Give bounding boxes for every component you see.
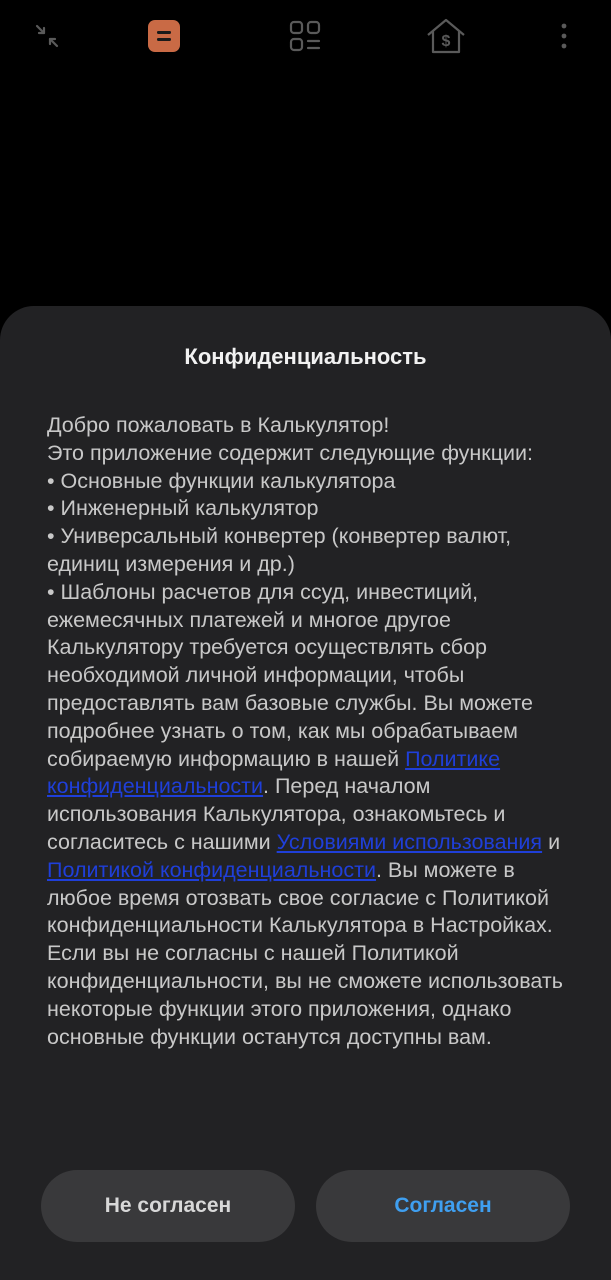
collapse-icon bbox=[34, 23, 60, 49]
features-intro: Это приложение содержит следующие функции: bbox=[47, 440, 534, 465]
accept-button[interactable]: Согласен bbox=[316, 1170, 570, 1242]
top-toolbar bbox=[0, 0, 611, 72]
terms-of-use-link[interactable]: Условиями использования bbox=[276, 829, 543, 854]
widgets-button[interactable] bbox=[283, 14, 327, 58]
feature-item: • Основные функции калькулятора bbox=[47, 468, 396, 493]
consent-text-1: Калькулятору требуется осуществлять сбор необходимой личной информации, чтобы предоставлять вам базовые службы. Вы можете подробнее узнать о том, как мы обрабатываем собираемую информацию в нашей bbox=[47, 635, 533, 771]
privacy-policy-link[interactable]: Политике конфиденциальности bbox=[47, 746, 501, 799]
svg-text:$: $ bbox=[441, 33, 451, 50]
calculator-icon bbox=[147, 19, 181, 53]
collapse-button[interactable] bbox=[25, 14, 69, 58]
privacy-policy-link-2[interactable]: Политикой конфиденциальности bbox=[47, 857, 376, 882]
consent-text-4: . Вы можете в любое время отозвать свое согласие с Политикой конфиденциальности Калькулятора в Настройках. Если вы не согласны с нашей Политикой конфиденциальности, вы не сможете использовать некоторые функции этого приложения, однако основные функции останутся доступны вам. bbox=[47, 857, 563, 1049]
more-options-icon bbox=[560, 23, 568, 49]
consent-text-3: и bbox=[542, 829, 561, 854]
privacy-dialog bbox=[0, 306, 611, 1280]
dialog-title: Конфиденциальность bbox=[184, 344, 427, 369]
feature-item: • Инженерный калькулятор bbox=[47, 496, 319, 521]
money-home-button[interactable] bbox=[424, 14, 468, 58]
money-home-icon bbox=[426, 17, 466, 55]
calculator-mode-button[interactable] bbox=[142, 14, 186, 58]
dialog-body bbox=[47, 412, 572, 1051]
feature-item: • Шаблоны расчетов для ссуд, инвестиций, ежемесячных платежей и многое другое bbox=[47, 579, 479, 632]
more-options-button[interactable] bbox=[542, 14, 586, 58]
widgets-icon bbox=[288, 19, 322, 53]
decline-button[interactable]: Не согласен bbox=[41, 1170, 295, 1242]
consent-text-2: . Перед началом использования Калькулятора, ознакомьтесь и согласитесь с нашими bbox=[47, 774, 506, 854]
feature-item: • Универсальный конвертер (конвертер валют, единиц измерения и др.) bbox=[47, 524, 512, 576]
welcome-text: Добро пожаловать в Калькулятор! bbox=[47, 413, 390, 437]
